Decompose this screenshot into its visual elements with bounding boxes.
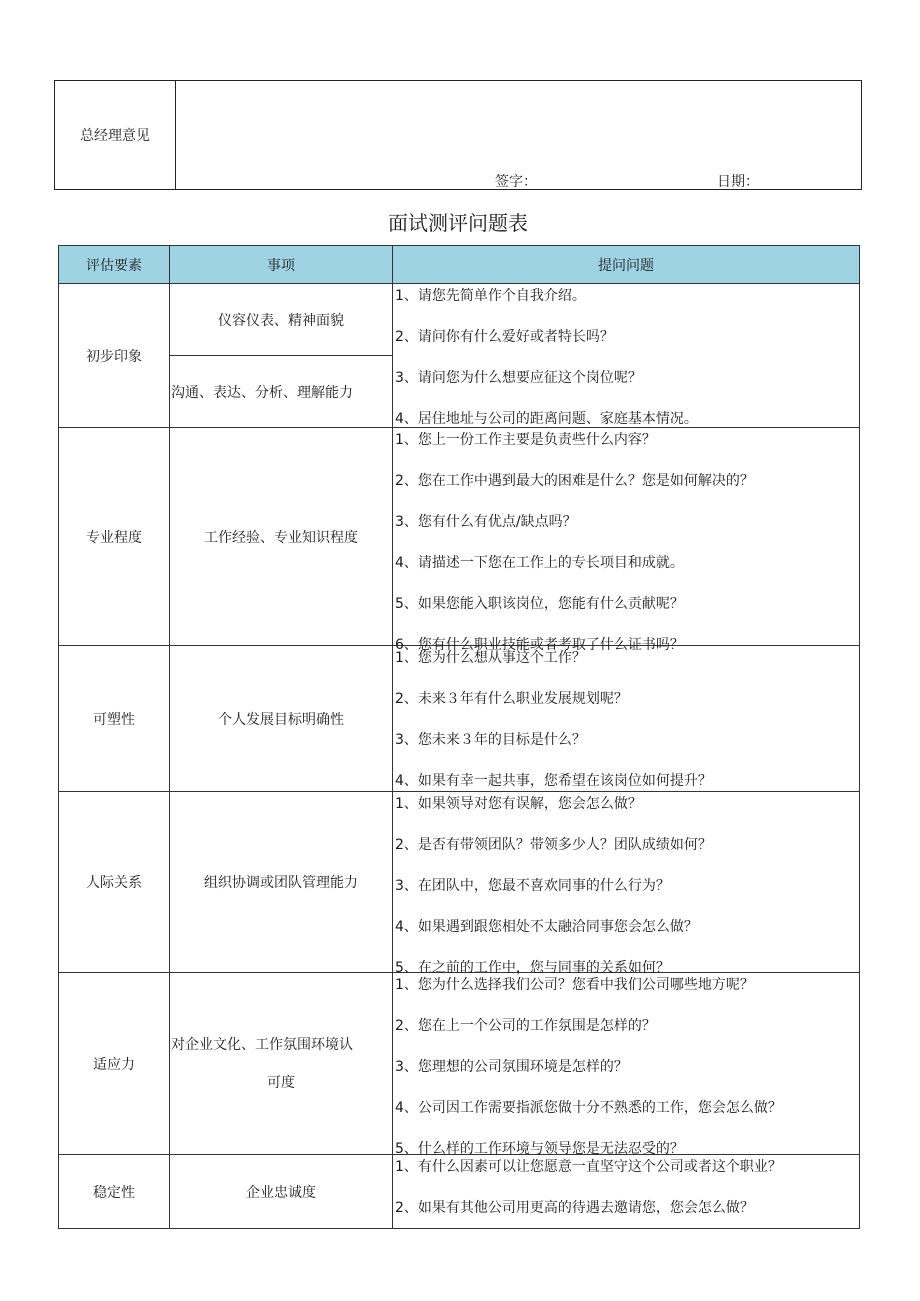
gm-opinion-label: 总经理意见: [55, 81, 176, 189]
question-item: 5、什么样的工作环境与领导您是无法忍受的？: [395, 1141, 684, 1157]
element-cell: 专业程度: [59, 428, 170, 646]
question-item: 2、您在工作中遇到最大的困难是什么？您是如何解决的？: [395, 473, 754, 489]
questions-cell: [393, 1155, 860, 1229]
question-item: 1、如果领导对您有误解，您会怎么做？: [395, 796, 642, 812]
table-row: [59, 284, 860, 356]
item-cell: 沟通、表达、分析、理解能力: [170, 356, 393, 428]
signature-label: 签字：: [495, 174, 537, 190]
question-item: 1、您上一份工作主要是负责些什么内容？: [395, 432, 656, 448]
table-row: [59, 973, 860, 1155]
questions-cell: [393, 428, 860, 653]
question-item: 2、请问你有什么爱好或者特长吗？: [395, 329, 614, 345]
question-item: 4、公司因工作需要指派您做十分不熟悉的工作，您会怎么做？: [395, 1100, 782, 1116]
question-item: 3、您有什么有优点/缺点吗？: [395, 514, 577, 530]
header-questions: 提问问题: [393, 246, 860, 284]
question-item: 4、请描述一下您在工作上的专长项目和成就。: [395, 555, 684, 571]
question-item: 5、如果您能入职该岗位，您能有什么贡献呢？: [395, 596, 684, 612]
date-label: 日期：: [717, 174, 759, 190]
item-cell: 组织协调或团队管理能力: [170, 792, 393, 973]
item-line: 对企业文化、工作氛围环境认: [171, 1036, 353, 1053]
element-cell: 初步印象: [59, 284, 170, 428]
questions-cell: [393, 792, 860, 976]
question-item: 1、您为什么想从事这个工作？: [395, 650, 586, 666]
question-item: 2、您在上一个公司的工作氛围是怎样的？: [395, 1018, 656, 1034]
question-item: 2、未来３年有什么职业发展规划呢？: [395, 691, 628, 707]
questions-cell: [393, 284, 860, 428]
interview-question-table: [58, 245, 860, 1229]
question-item: 2、如果有其他公司用更高的待遇去邀请您，您会怎么做？: [395, 1200, 754, 1216]
question-item: 3、您理想的公司氛围环境是怎样的？: [395, 1059, 628, 1075]
question-item: 2、是否有带领团队？带领多少人？团队成绩如何？: [395, 837, 712, 853]
element-cell: 人际关系: [59, 792, 170, 973]
element-cell: 可塑性: [59, 646, 170, 792]
element-cell: 稳定性: [59, 1155, 170, 1229]
questions-cell: [393, 973, 860, 1155]
table-row: [59, 1155, 860, 1229]
question-item: 1、请您先简单作个自我介绍。: [395, 288, 586, 304]
question-item: 4、如果有幸一起共事，您希望在该岗位如何提升？: [395, 773, 712, 789]
item-cell: [170, 973, 393, 1155]
table-row: [59, 646, 860, 792]
item-line: 可度: [267, 1074, 295, 1091]
table-header-row: [59, 246, 860, 284]
page-title: 面试测评问题表: [388, 211, 528, 235]
questions-cell: [393, 646, 860, 792]
item-cell: 仪容仪表、精神面貌: [170, 284, 393, 356]
header-element: 评估要素: [59, 246, 170, 284]
item-cell: 个人发展目标明确性: [170, 646, 393, 792]
element-cell: 适应力: [59, 973, 170, 1155]
question-item: 1、有什么因素可以让您愿意一直坚守这个公司或者这个职业？: [395, 1159, 782, 1175]
item-cell: 企业忠诚度: [170, 1155, 393, 1229]
question-item: 3、您未来３年的目标是什么？: [395, 732, 586, 748]
question-item: 6、您有什么职业技能或者考取了什么证书吗？: [395, 637, 684, 653]
question-item: 3、请问您为什么想要应征这个岗位呢？: [395, 370, 642, 386]
table-row: [59, 792, 860, 973]
item-cell: 工作经验、专业知识程度: [170, 428, 393, 646]
question-item: 4、如果遇到跟您相处不太融洽同事您会怎么做？: [395, 919, 698, 935]
question-item: 3、在团队中，您最不喜欢同事的什么行为？: [395, 878, 670, 894]
question-item: 5、在之前的工作中，您与同事的关系如何？: [395, 960, 670, 976]
gm-opinion-box: [54, 80, 862, 190]
question-item: 1、您为什么选择我们公司？您看中我们公司哪些地方呢？: [395, 977, 754, 993]
header-item: 事项: [170, 246, 393, 284]
table-row: [59, 428, 860, 646]
question-item: 4、居住地址与公司的距离问题、家庭基本情况。: [395, 411, 698, 427]
